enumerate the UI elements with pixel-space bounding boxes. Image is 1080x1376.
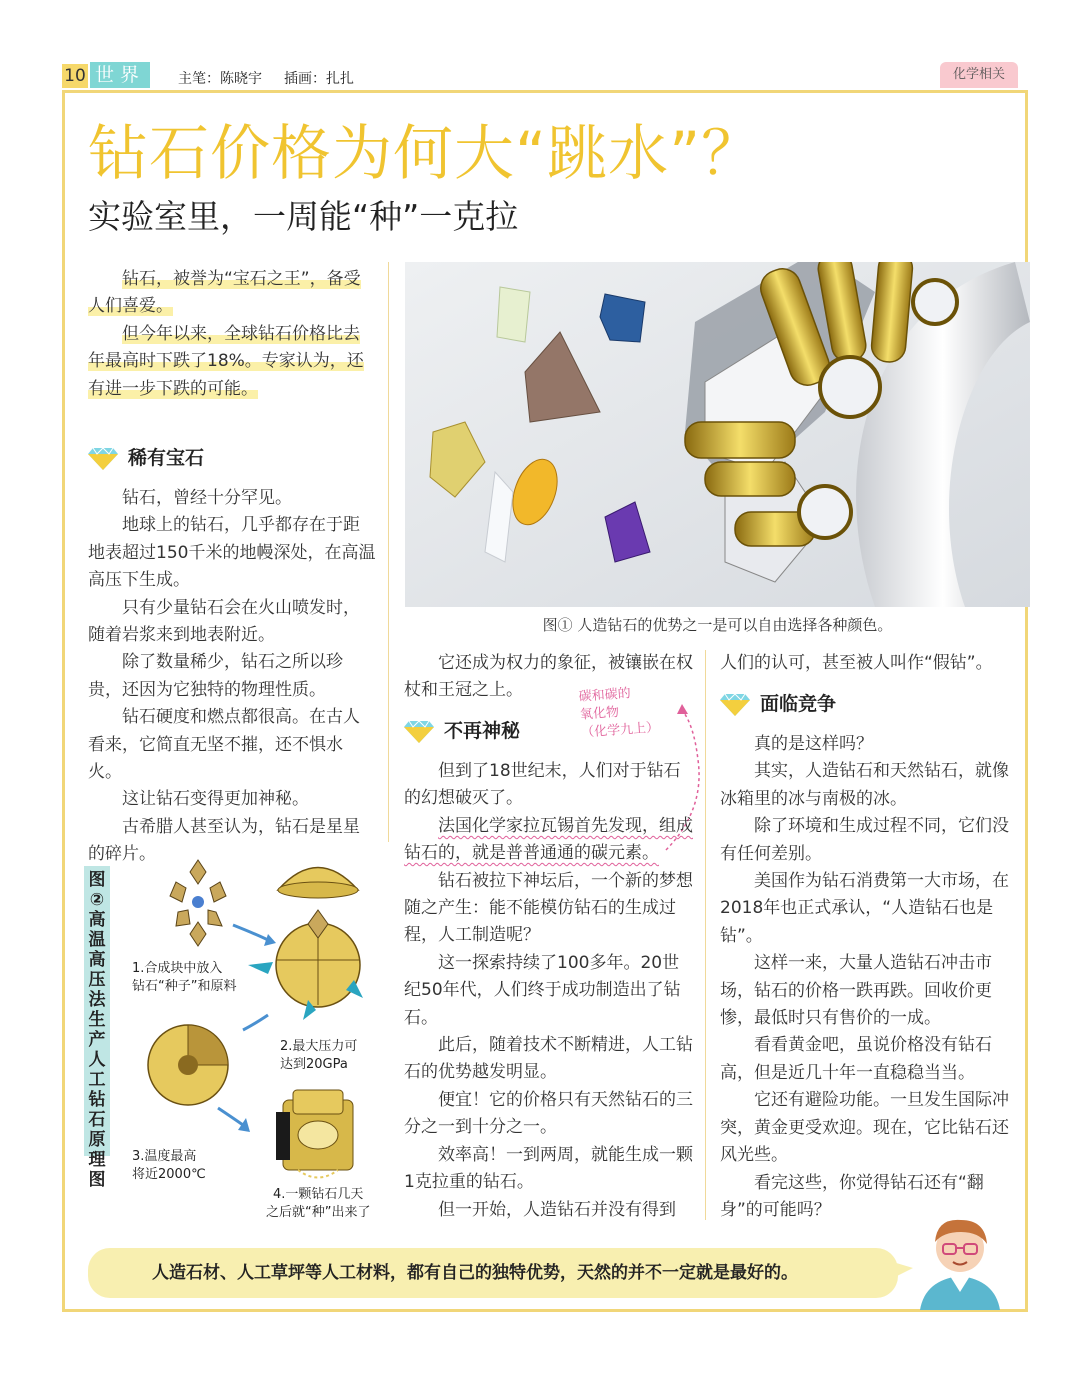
paragraph: 但到了18世纪末，人们对于钻石的幻想破灭了。 [404, 761, 681, 809]
section-heading-text: 稀有宝石 [128, 447, 205, 469]
paragraph: 钻石被拉下神坛后，一个新的梦想随之产生：能不能模仿钻石的生成过程，人工制造呢？ [404, 870, 693, 946]
label-line: 达到20GPa [280, 1057, 348, 1072]
textbook-side-note [578, 683, 660, 742]
paragraph: 但一开始，人造钻石并没有得到 [438, 1199, 676, 1220]
section-heading-text: 不再神秘 [444, 720, 521, 742]
illustrator-credit: 插画：扎扎 [284, 71, 354, 87]
footer-note: 人造石材、人工草坪等人工材料，都有自己的独特优势，天然的并不一定就是最好的。 [152, 1263, 798, 1283]
paragraph: 这样一来，大量人造钻石冲击市场，钻石的价格一跌再跌。回收价更惨，最低时只有售价的一成。 [720, 953, 992, 1029]
diagram-label-step3 [132, 1148, 206, 1184]
section-label: 世界 [90, 62, 150, 88]
paragraph: 人们的认可，甚至被人叫作“假钻”。 [720, 653, 993, 673]
note-line: 氧化物 [579, 705, 620, 723]
paragraph: 它还成为权力的象征，被镶嵌在权杖和王冠之上。 [404, 653, 693, 701]
section-heading-text: 面临竞争 [760, 693, 837, 715]
section1-body [88, 485, 376, 869]
paragraph: 除了环境和生成过程不同，它们没有任何差别。 [720, 816, 1009, 864]
diamond-icon [404, 719, 434, 743]
paragraph: 真的是这样吗？ [754, 734, 873, 754]
label-line: 1.合成块中放入 [132, 961, 223, 976]
paragraph: 除了数量稀少，钻石之所以珍贵，还因为它独特的物理性质。 [88, 652, 343, 700]
note-line: 碳和碳的 [578, 686, 632, 705]
paragraph: 其实，人造钻石和天然钻石，就像冰箱里的冰与南极的冰。 [720, 761, 1009, 809]
paragraph: 地球上的钻石，几乎都存在于距地表超过150千米的地幔深处，在高温高压下生成。 [88, 515, 376, 591]
diamond-icon [88, 446, 118, 470]
diamond-icon [720, 692, 750, 716]
paragraph: 它还有避险功能。一旦发生国际冲突，黄金更受欢迎。现在，它比钻石还风光些。 [720, 1090, 1009, 1166]
paragraph: 效率高！一到两周，就能生成一颗1克拉重的钻石。 [404, 1144, 693, 1193]
section-heading-facing-competition [720, 688, 920, 720]
paragraph: 美国作为钻石消费第一大市场，在2018年也正式承认，“人造钻石也是钻”。 [720, 871, 1009, 946]
paragraph: 钻石硬度和燃点都很高。在古人看来，它简直无坚不摧，还不惧水火。 [88, 707, 360, 783]
paragraph: 古希腊人甚至认为，钻石是星星的碎片。 [88, 816, 360, 865]
reporter-avatar [905, 1210, 1015, 1310]
editor-credit: 主笔：陈晓宇 [178, 71, 262, 87]
article-title: 钻石价格为何大“跳水”？ [88, 119, 763, 189]
label-line: 2.最大压力可 [280, 1039, 358, 1054]
paragraph: 看看黄金吧，虽说价格没有钻石高，但是近几十年一直稳稳当当。 [720, 1035, 992, 1083]
paragraph: 看完这些，你觉得钻石还有“翻身”的可能吗？ [720, 1172, 984, 1220]
highlighted-paragraph: 法国化学家拉瓦锡首先发现，组成钻石的，就是普普通通的碳元素。 [404, 815, 693, 864]
right-body [720, 731, 1018, 1224]
article-subtitle: 实验室里，一周能“种”一克拉 [88, 197, 519, 236]
diagram-label-step4 [266, 1186, 370, 1222]
paragraph: 这让钻石变得更加神秘。 [122, 789, 309, 810]
paragraph: 只有少量钻石会在火山喷发时，随着岩浆来到地表附近。 [88, 597, 360, 646]
gemstones-photo [405, 262, 1030, 607]
topic-tag: 化学相关 [940, 62, 1018, 88]
note-line: （化学九上） [580, 720, 660, 741]
label-line: 4.一颗钻石几天 [273, 1187, 364, 1202]
label-line: 之后就“种”出来了 [266, 1205, 371, 1220]
middle-body [404, 758, 694, 1224]
section-heading-no-longer-mysterious [404, 715, 574, 747]
column-rule [388, 262, 389, 842]
label-line: 3.温度最高 [132, 1149, 197, 1164]
intro-paragraph: 但今年以来，全球钻石价格比去年最高时下跌了18%。专家认为，还有进一步下跌的可能。 [88, 323, 364, 399]
right-lead [720, 650, 1018, 677]
intro-paragraph: 钻石，被誉为“宝石之王”，备受人们喜爱。 [88, 269, 361, 317]
figure1-caption: 图① 人造钻石的优势之一是可以自由选择各种颜色。 [542, 616, 893, 634]
diagram-label-step1 [132, 960, 236, 996]
page-number: 10 [62, 64, 88, 88]
paragraph: 钻石，曾经十分罕见。 [122, 488, 292, 508]
paragraph: 此后，随着技术不断精进，人工钻石的优势越发明显。 [404, 1035, 693, 1083]
footer-speech-bubble [88, 1248, 898, 1298]
paragraph: 这一探索持续了100多年。20世纪50年代，人们终于成功制造出了钻石。 [404, 952, 681, 1028]
label-line: 将近2000℃ [132, 1167, 206, 1182]
diagram-label-step2 [280, 1038, 357, 1074]
figure2-title: 图②高温高压法生产人工钻石原理图 [84, 866, 110, 1156]
intro-text [88, 266, 376, 403]
section-heading-rare-gem [88, 442, 368, 474]
label-line: 钻石“种子”和原料 [132, 979, 237, 994]
paragraph: 便宜！它的价格只有天然钻石的三分之一到十分之一。 [404, 1089, 693, 1138]
